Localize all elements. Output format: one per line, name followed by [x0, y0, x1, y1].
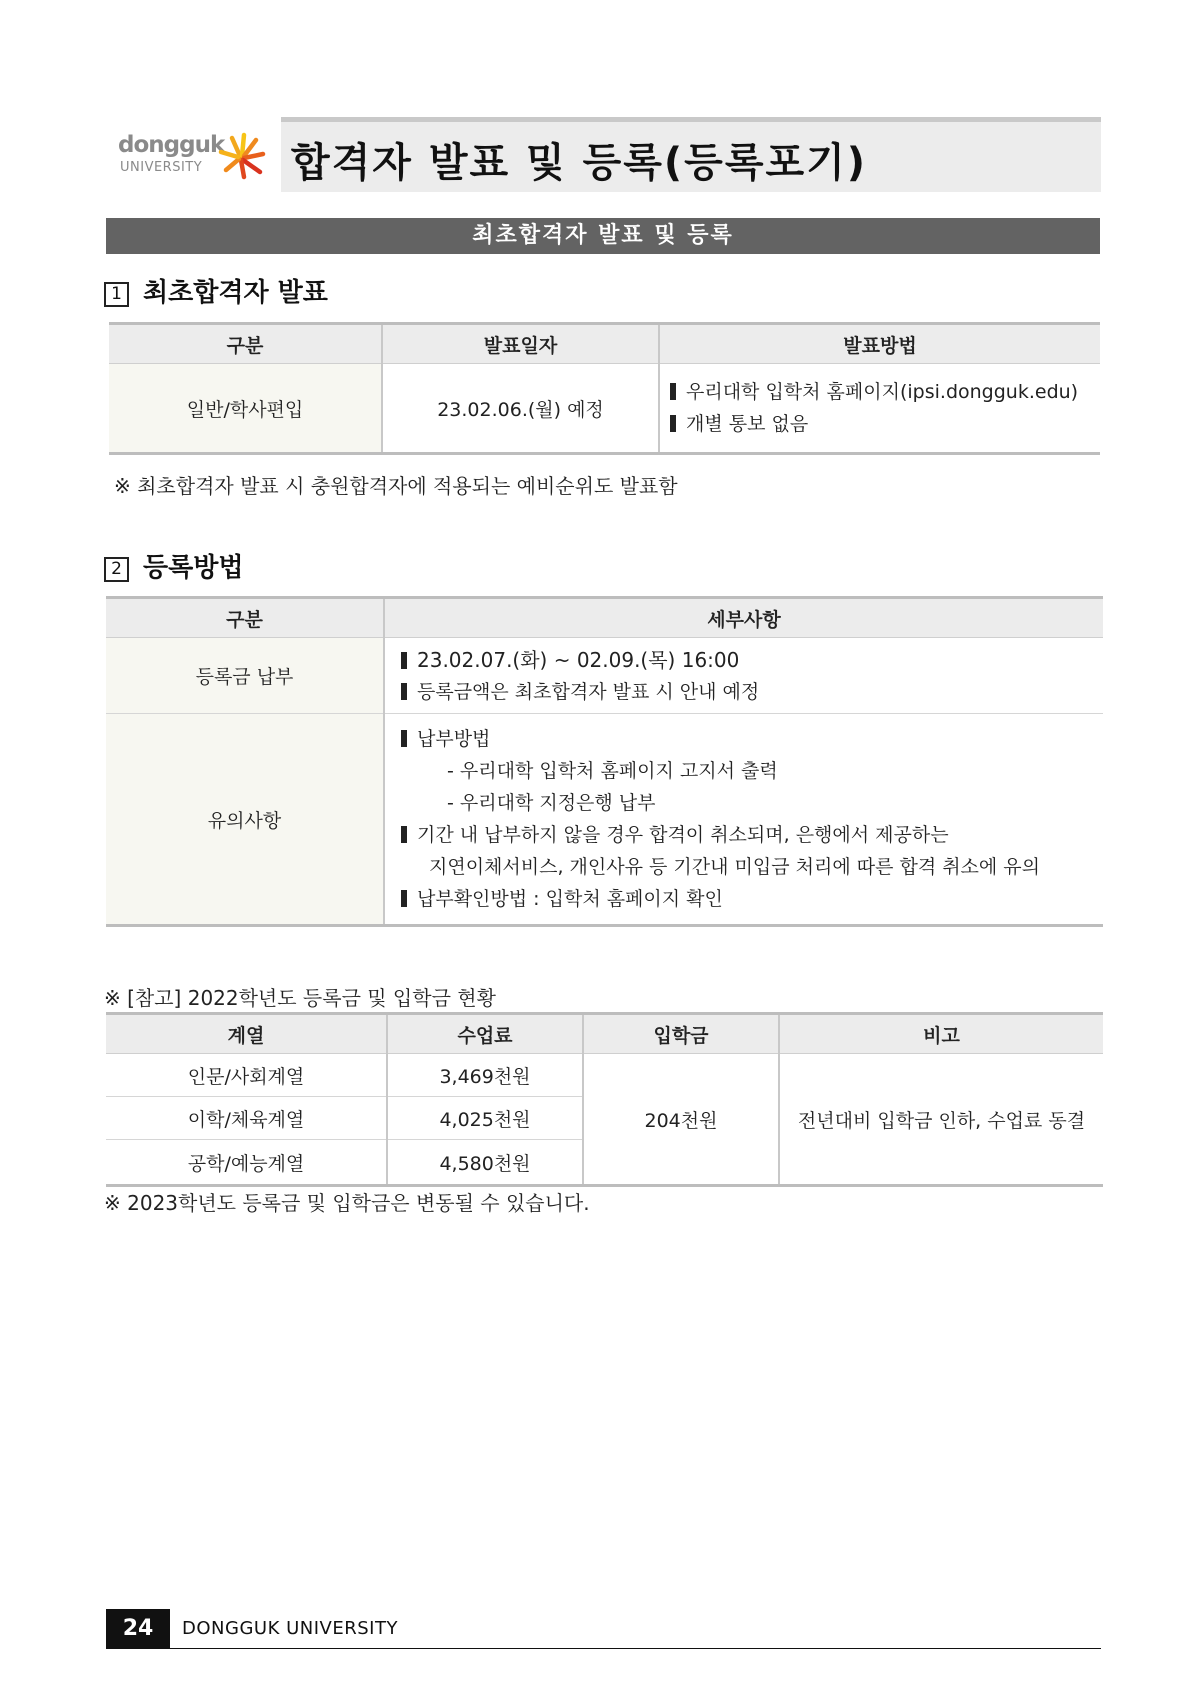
lotus-logo-icon	[218, 132, 266, 180]
footer-university: DONGGUK UNIVERSITY	[182, 1618, 398, 1639]
payment-label: 등록금 납부	[106, 638, 384, 714]
header-remark: 비고	[779, 1014, 1103, 1054]
caution-method-title: 납부방법	[417, 728, 491, 750]
table-row	[106, 1054, 1103, 1097]
header-category: 구분	[109, 324, 382, 364]
caution-details	[384, 714, 1103, 926]
announce-date: 23.02.06.(월) 예정	[382, 364, 659, 454]
field-cell: 인문/사회계열	[106, 1054, 387, 1097]
section1-number: 1	[104, 282, 129, 307]
header-method: 발표방법	[659, 324, 1100, 364]
list-item	[385, 723, 1103, 755]
header-category: 구분	[106, 598, 384, 638]
header-tuition: 수업료	[387, 1014, 583, 1054]
payment-amount-note: 등록금액은 최초합격자 발표 시 안내 예정	[417, 680, 760, 703]
bullet-icon	[401, 652, 407, 669]
announce-methods	[659, 364, 1100, 454]
payment-period: 23.02.07.(화) ~ 02.09.(목) 16:00	[417, 647, 740, 672]
bullet-icon	[401, 826, 407, 843]
caution-cancel-2: 지연이체서비스, 개인사유 등 기간내 미입금 처리에 따른 합격 취소에 유의	[429, 856, 1041, 878]
remark-cell: 전년대비 입학금 인하, 수업료 동결	[779, 1054, 1103, 1186]
section1-note: ※ 최초합격자 발표 시 충원합격자에 적용되는 예비순위도 발표함	[114, 474, 678, 498]
tuition-cell: 4,580천원	[387, 1140, 583, 1186]
tuition-table	[106, 1012, 1103, 1187]
section2-heading	[104, 547, 243, 584]
section2-title: 등록방법	[143, 553, 244, 583]
tuition-cell: 4,025천원	[387, 1097, 583, 1140]
bullet-icon	[401, 890, 407, 907]
header-details: 세부사항	[384, 598, 1103, 638]
page-title: 합격자 발표 및 등록(등록포기)	[291, 140, 868, 186]
caution-cancel-1: 기간 내 납부하지 않을 경우 합격이 취소되며, 은행에서 제공하는	[417, 824, 949, 846]
reference-note: ※ 2023학년도 등록금 및 입학금은 변동될 수 있습니다.	[104, 1191, 590, 1215]
list-item	[385, 819, 1103, 851]
caution-check: 납부확인방법 : 입학처 홈페이지 확인	[417, 888, 723, 910]
announce-category: 일반/학사편입	[109, 364, 382, 454]
logo-word: dongguk	[118, 132, 225, 158]
header-field: 계열	[106, 1014, 387, 1054]
list-item	[385, 883, 1103, 915]
reference-title: ※ [참고] 2022학년도 등록금 및 입학금 현황	[104, 986, 496, 1010]
header-entrance-fee: 입학금	[583, 1014, 779, 1054]
field-cell: 이학/체육계열	[106, 1097, 387, 1140]
section2-number: 2	[104, 557, 129, 582]
method-no-notice: 개별 통보 없음	[686, 413, 809, 435]
list-item	[660, 408, 1100, 440]
list-item	[385, 644, 1103, 676]
section-band-title: 최초합격자 발표 및 등록	[106, 218, 1100, 254]
page-title-box	[281, 117, 1101, 192]
section1-title: 최초합격자 발표	[143, 278, 328, 308]
entrance-fee-cell: 204천원	[583, 1054, 779, 1186]
registration-table	[106, 596, 1103, 927]
caution-method-1: - 우리대학 입학처 홈페이지 고지서 출력	[447, 760, 778, 782]
bullet-icon	[670, 383, 676, 400]
announcement-table	[109, 322, 1100, 455]
page-number: 24	[106, 1609, 170, 1649]
caution-label: 유의사항	[106, 714, 384, 926]
tuition-cell: 3,469천원	[387, 1054, 583, 1097]
bullet-icon	[401, 683, 407, 700]
caution-method-2: - 우리대학 지정은행 납부	[447, 792, 656, 814]
field-cell: 공학/예능계열	[106, 1140, 387, 1186]
payment-details	[384, 638, 1103, 714]
section1-heading	[104, 272, 328, 309]
logo-sub: UNIVERSITY	[120, 160, 203, 175]
bullet-icon	[401, 730, 407, 747]
list-item	[385, 676, 1103, 708]
header-date: 발표일자	[382, 324, 659, 364]
method-homepage: 우리대학 입학처 홈페이지(ipsi.dongguk.edu)	[686, 381, 1079, 403]
list-item	[660, 376, 1100, 408]
university-logo	[118, 132, 268, 184]
bullet-icon	[670, 415, 676, 432]
footer-divider	[106, 1648, 1101, 1649]
